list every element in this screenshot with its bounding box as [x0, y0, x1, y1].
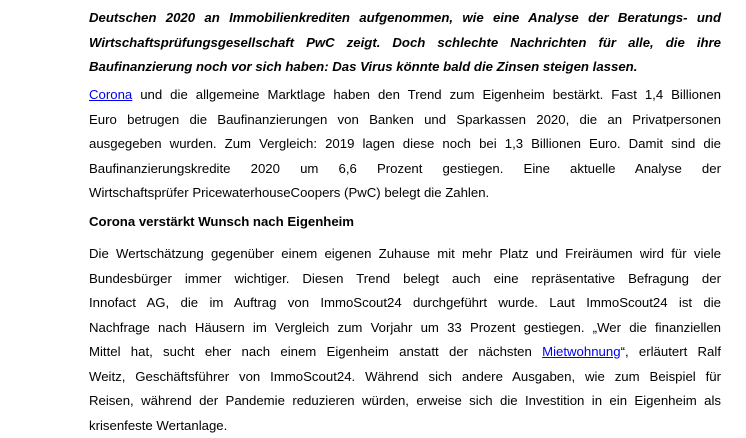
paragraph-line: Bundesbürger immer wichtiger. Diesen Trend belegt auch eine repräsentative Befragung der [89, 267, 721, 292]
paragraph-line: Euro betrugen die Baufinanzierungen von Banken und Sparkassen 2020, die an Privatpersonen [89, 108, 721, 133]
lead-line: Baufinanzierung noch vor sich haben: Das Virus könnte bald die Zinsen steigen lassen. [89, 55, 721, 80]
section-heading: Corona verstärkt Wunsch nach Eigenheim [89, 210, 721, 234]
paragraph-line [89, 83, 721, 108]
body-paragraph-2 [89, 242, 721, 438]
paragraph-line: Nachfrage nach Häusern im Vergleich zum Vorjahr um 33 Prozent gestiegen. „Wer die finanziellen [89, 316, 721, 341]
body-paragraph-1 [89, 83, 721, 206]
lead-line: Wirtschaftsprüfungsgesellschaft PwC zeigt. Doch schlechte Nachrichten für alle, die ihre [89, 31, 721, 56]
paragraph-line: Innofact AG, die im Auftrag von ImmoScout24 durchgeführt wurde. Laut ImmoScout24 ist die [89, 291, 721, 316]
corona-link[interactable]: Corona [89, 87, 132, 102]
paragraph-text: und die allgemeine Marktlage haben den Trend zum Eigenheim bestärkt. Fast 1,4 Billionen [132, 87, 721, 102]
paragraph-line: Baufinanzierungskredite 2020 um 6,6 Prozent gestiegen. Eine aktuelle Analyse der [89, 157, 721, 182]
lead-paragraph [89, 6, 721, 80]
paragraph-line: Die Wertschätzung gegenüber einem eigenen Zuhause mit mehr Platz und Freiräumen wird für viele [89, 242, 721, 267]
paragraph-text: “, erläutert Ralf [621, 344, 721, 359]
mietwohnung-link[interactable]: Mietwohnung [542, 344, 620, 359]
lead-line: Deutschen 2020 an Immobilienkrediten aufgenommen, wie eine Analyse der Beratungs- und [89, 6, 721, 31]
paragraph-line: krisenfeste Wertanlage. [89, 414, 721, 438]
paragraph-line: Weitz, Geschäftsführer von ImmoScout24. Während sich andere Ausgaben, wie zum Beispiel für [89, 365, 721, 390]
paragraph-text: Mittel hat, sucht eher nach einem Eigenheim anstatt der nächsten [89, 344, 542, 359]
paragraph-line [89, 340, 721, 365]
paragraph-line: ausgegeben wurden. Zum Vergleich: 2019 lagen diese noch bei 1,3 Billionen Euro. Damit sind die [89, 132, 721, 157]
paragraph-line: Wirtschaftsprüfer PricewaterhouseCoopers (PwC) belegt die Zahlen. [89, 181, 721, 206]
paragraph-line: Reisen, während der Pandemie reduzieren würden, erweise sich die Investition in ein Eigenheim als [89, 389, 721, 414]
